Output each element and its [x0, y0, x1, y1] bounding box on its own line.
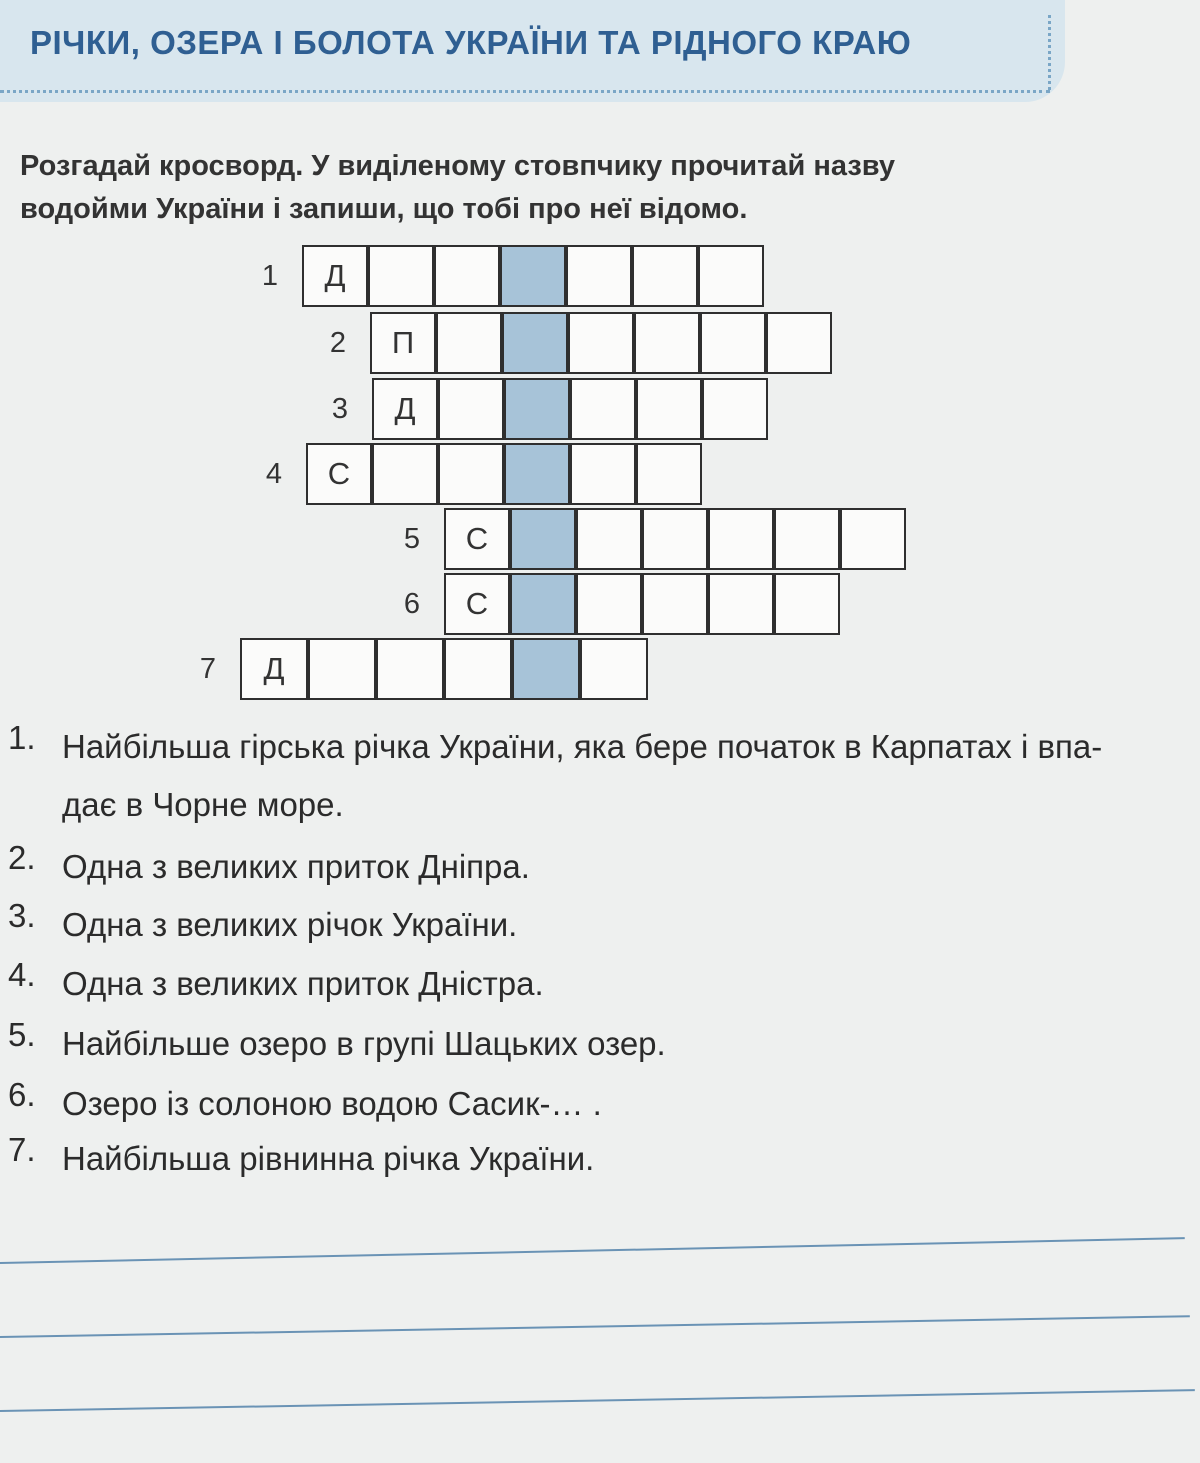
- crossword-cell[interactable]: Д: [302, 245, 368, 307]
- crossword-cell[interactable]: [774, 573, 840, 635]
- row-number-2: 2: [329, 327, 347, 359]
- crossword-cell[interactable]: [444, 638, 512, 700]
- crossword-cell[interactable]: [308, 638, 376, 700]
- crossword-cell[interactable]: Д: [240, 638, 308, 700]
- crossword-cell[interactable]: [438, 443, 504, 505]
- clue-line: Найбільша рівнинна річка України.: [62, 1140, 595, 1177]
- crossword-cell[interactable]: [766, 312, 832, 374]
- crossword-cell[interactable]: [636, 443, 702, 505]
- crossword-cell[interactable]: [436, 312, 502, 374]
- clue-number: 7.: [8, 1131, 36, 1168]
- crossword-cell[interactable]: [642, 508, 708, 570]
- clue-line: Озеро із солоною водою Сасик-… .: [62, 1085, 602, 1122]
- crossword-cell[interactable]: [438, 378, 504, 440]
- row-number-1: 1: [261, 260, 279, 292]
- crossword-cell[interactable]: С: [444, 573, 510, 635]
- clue-number: 1.: [8, 719, 36, 756]
- answer-line[interactable]: [0, 1237, 1185, 1264]
- header-dotted-border-right: [1048, 15, 1051, 90]
- crossword-cell[interactable]: [634, 312, 700, 374]
- clue-text: [62, 718, 1102, 834]
- answer-line[interactable]: [0, 1315, 1190, 1338]
- crossword-cell[interactable]: С: [444, 508, 510, 570]
- crossword-cell[interactable]: [708, 573, 774, 635]
- crossword-cell[interactable]: [372, 443, 438, 505]
- clue-line: Найбільше озеро в групі Шацьких озер.: [62, 1025, 666, 1062]
- task-instruction: [20, 145, 1110, 231]
- row-number-7: 7: [199, 653, 217, 685]
- clue-line: Одна з великих річок України.: [62, 906, 518, 943]
- crossword-cell[interactable]: [376, 638, 444, 700]
- section-header: [0, 0, 1065, 102]
- row-number-6: 6: [403, 588, 421, 620]
- crossword-cell[interactable]: [632, 245, 698, 307]
- clue-number: 3.: [8, 897, 36, 934]
- clue-line: Одна з великих приток Дніпра.: [62, 848, 530, 885]
- crossword-cell[interactable]: [368, 245, 434, 307]
- crossword-cell[interactable]: [774, 508, 840, 570]
- crossword-cell[interactable]: [568, 312, 634, 374]
- crossword-cell[interactable]: [434, 245, 500, 307]
- clue-text: [62, 1075, 602, 1133]
- header-dotted-border: [0, 90, 1050, 93]
- crossword-cell[interactable]: [840, 508, 906, 570]
- clue-number: 4.: [8, 956, 36, 993]
- clue-number: 2.: [8, 839, 36, 876]
- crossword-cell[interactable]: [570, 378, 636, 440]
- crossword-cell[interactable]: [698, 245, 764, 307]
- crossword-cell[interactable]: [576, 508, 642, 570]
- highlighted-cell[interactable]: [504, 443, 570, 505]
- crossword-cell[interactable]: [636, 378, 702, 440]
- crossword-cell[interactable]: [700, 312, 766, 374]
- clue-line: дає в Чорне море.: [62, 786, 344, 823]
- clue-number: 5.: [8, 1016, 36, 1053]
- crossword-cell[interactable]: С: [306, 443, 372, 505]
- highlighted-cell[interactable]: [510, 508, 576, 570]
- row-number-3: 3: [331, 393, 349, 425]
- highlighted-cell[interactable]: [510, 573, 576, 635]
- clue-text: [62, 896, 517, 954]
- crossword-cell[interactable]: [708, 508, 774, 570]
- clue-number: 6.: [8, 1076, 36, 1113]
- answer-line[interactable]: [0, 1389, 1195, 1412]
- crossword-cell[interactable]: Д: [372, 378, 438, 440]
- row-number-4: 4: [265, 458, 283, 490]
- page-title: РІЧКИ, ОЗЕРА І БОЛОТА УКРАЇНИ ТА РІДНОГО КРАЮ: [30, 24, 912, 61]
- clue-line: Найбільша гірська річка України, яка бере початок в Карпатах і впа-: [62, 728, 1103, 765]
- crossword-cell[interactable]: [702, 378, 768, 440]
- crossword-cell[interactable]: П: [370, 312, 436, 374]
- crossword-cell[interactable]: [576, 573, 642, 635]
- instruction-line: водойми України і запиши, що тобі про неї відомо.: [20, 193, 748, 225]
- row-number-5: 5: [403, 523, 421, 555]
- clue-text: [62, 838, 530, 896]
- highlighted-cell[interactable]: [500, 245, 566, 307]
- highlighted-cell[interactable]: [512, 638, 580, 700]
- highlighted-cell[interactable]: [502, 312, 568, 374]
- crossword-cell[interactable]: [580, 638, 648, 700]
- highlighted-cell[interactable]: [504, 378, 570, 440]
- clue-text: [62, 955, 544, 1013]
- clue-line: Одна з великих приток Дністра.: [62, 965, 544, 1002]
- instruction-line: Розгадай кросворд. У виділеному стовпчику прочитай назву: [20, 150, 895, 182]
- crossword-cell[interactable]: [566, 245, 632, 307]
- clue-text: [62, 1130, 594, 1188]
- crossword-cell[interactable]: [642, 573, 708, 635]
- crossword-cell[interactable]: [570, 443, 636, 505]
- clue-text: [62, 1015, 666, 1073]
